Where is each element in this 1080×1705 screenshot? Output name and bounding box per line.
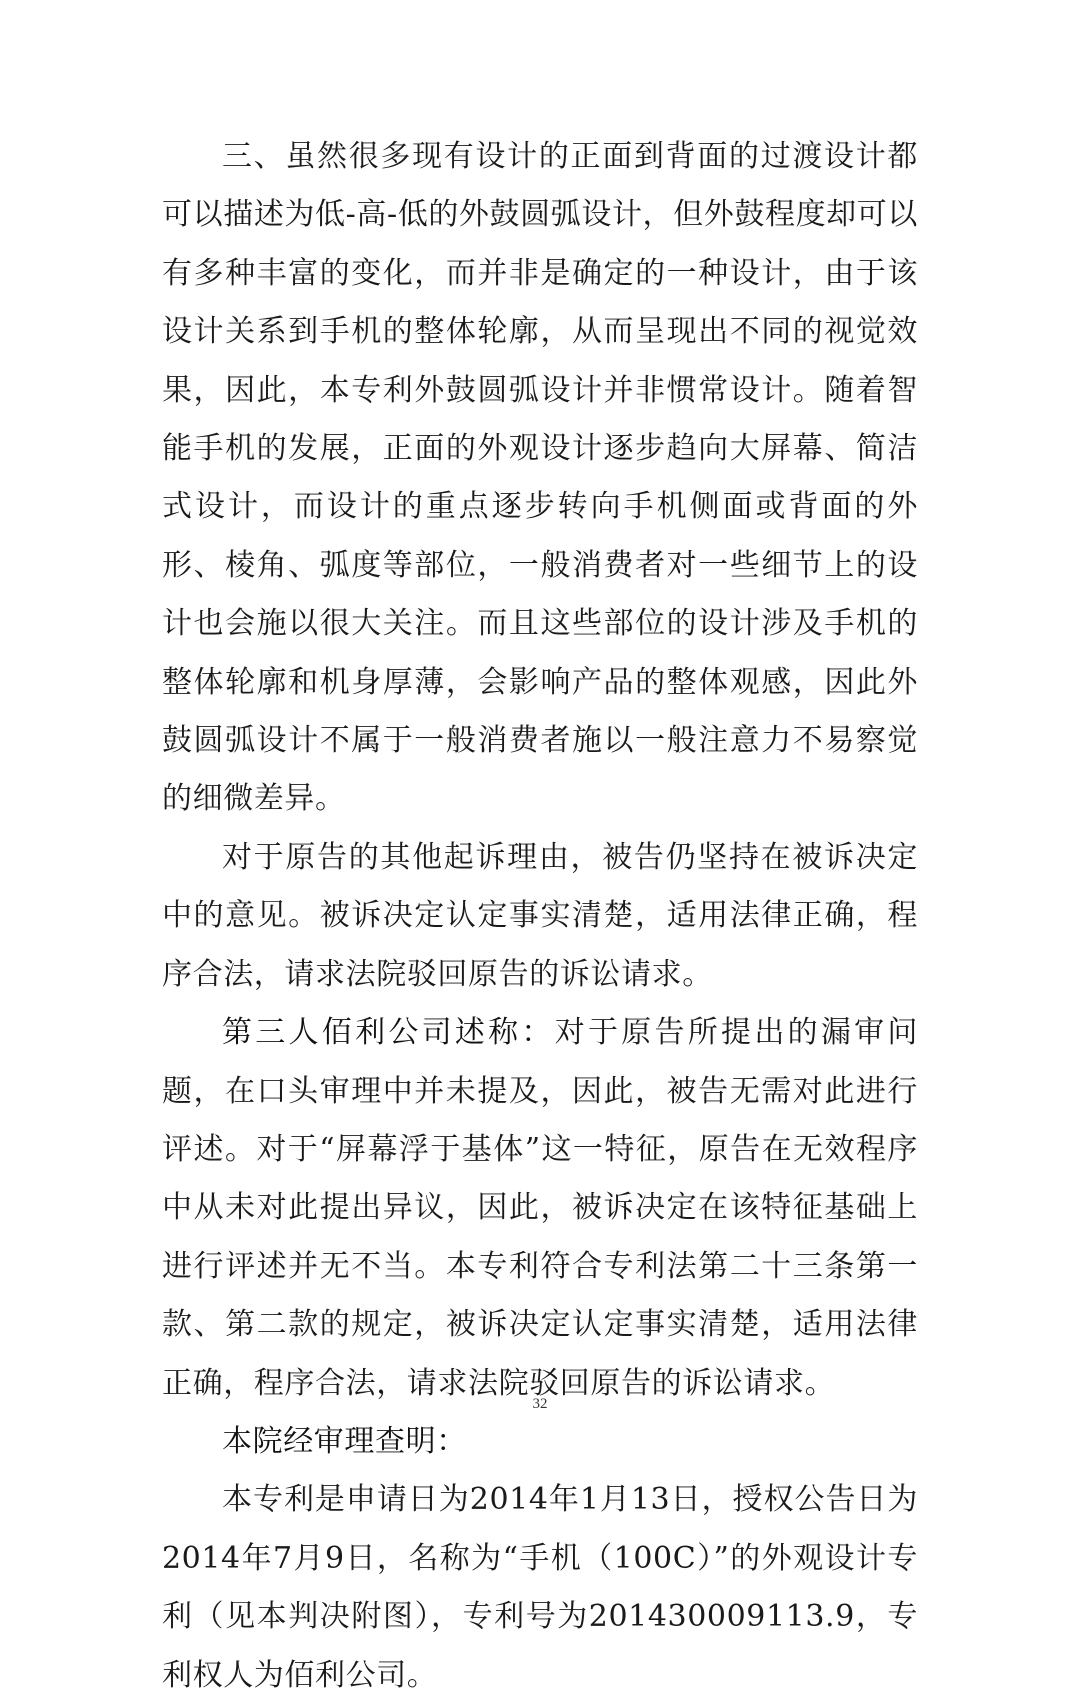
third-party-heading: 第三人佰利公司述称：: [222, 1015, 555, 1051]
paragraph-point-three: 三、虽然很多现有设计的正面到背面的过渡设计都可以描述为低-高-低的外鼓圆弧设计，但外鼓程度却可以有多种丰富的变化，而并非是确定的一种设计，由于该设计关系到手机的整体轮廓，从而呈现出不同的视觉效果，因此，本专利外鼓圆弧设计并非惯常设计。随着智能手机的发展，正面的外观设计逐步趋向大屏幕、简洁式设计，而设计的重点逐步转向手机侧面或背面的外形、棱角、弧度等部位，一般消费者对一些细节上的设计也会施以很大关注。而且这些部位的设计涉及手机的整体轮廓和机身厚薄，会影响产品的整体观感，因此外鼓圆弧设计不属于一般消费者施以一般注意力不易察觉的细微差异。: [162, 139, 918, 817]
findings-heading: 本院经审理查明：: [222, 1423, 467, 1459]
paragraph-findings: 本专利是申请日为2014年1月13日，授权公告日为2014年7月9日，名称为“手机（100C）”的外观设计专利（见本判决附图），专利号为201430009113.9，专利权人为佰利公司。: [162, 1482, 918, 1693]
page-number: 32: [532, 1396, 548, 1412]
document-body: [162, 128, 918, 1705]
third-party-text: 对于原告所提出的漏审问题，在口头审理中并未提及，因此，被告无需对此进行评述。对于“屏幕浮于基体”这一特征，原告在无效程序中从未对此提出异议，因此，被诉决定在该特征基础上进行评述并无不当。本专利符合专利法第二十三条第一款、第二款的规定，被诉决定认定事实清楚，适用法律正确，程序合法，请求法院驳回原告的诉讼请求。: [162, 1015, 918, 1401]
paragraph-other-grounds: 对于原告的其他起诉理由，被告仍坚持在被诉决定中的意见。被诉决定认定事实清楚，适用法律正确，程序合法，请求法院驳回原告的诉讼请求。: [162, 839, 918, 992]
paragraph-findings-heading: [162, 1413, 918, 1471]
paragraph-third-party: [162, 1004, 918, 1413]
